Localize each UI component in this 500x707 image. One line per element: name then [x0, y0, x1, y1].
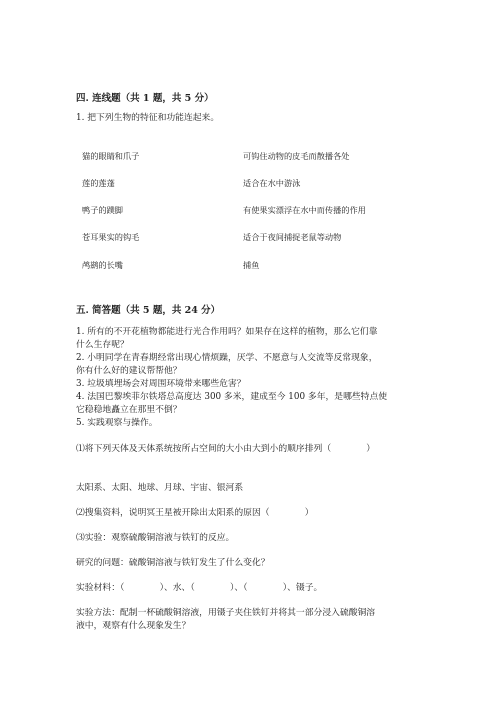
q4-line2: 它稳稳地矗立在那里不倒？	[76, 405, 182, 415]
match-right-5: 捕鱼	[243, 260, 260, 270]
q1-line2: 什么生存呢？	[76, 340, 129, 350]
part3-materials: 实验材料：（ ）、水、（ ）、（ ）、镊子。	[76, 583, 323, 593]
q4-line1: 4. 法国巴黎埃菲尔铁塔总高度达 300 多米，建成至今 100 多年，是哪些特点使	[76, 392, 388, 402]
part3-question: 研究的问题：硫酸铜溶液与铁钉发生了什么变化？	[76, 558, 270, 568]
match-right-4: 适合于夜间捕捉老鼠等动物	[243, 232, 342, 242]
section4-heading: 四. 连线题（共 1 题，共 5 分）	[76, 93, 214, 104]
match-left-4: 苍耳果实的钩毛	[82, 232, 140, 242]
section4-question: 1. 把下列生物的特征和功能连起来。	[76, 113, 220, 123]
q2-line2: 你有什么好的建议帮帮他？	[76, 366, 182, 376]
match-right-2: 适合在水中游泳	[243, 178, 301, 188]
section5-heading: 五. 简答题（共 5 题，共 24 分）	[76, 305, 221, 316]
part3-method-line1: 实验方法：配制一杯硫酸铜溶液，用镊子夹住铁钉并将其一部分浸入硫酸铜溶	[76, 608, 376, 618]
match-right-3: 有使果实漂浮在水中而传播的作用	[243, 205, 366, 215]
match-left-3: 鸭子的蹼脚	[82, 205, 123, 215]
match-right-1: 可钩住动物的皮毛而散播各处	[243, 151, 350, 161]
part1-prompt: ⑴将下列天体及天体系统按所占空间的大小由大到小的顺序排列（ ）	[76, 444, 376, 454]
part1-items: 太阳系、太阳、地球、月球、宇宙、银河系	[76, 483, 244, 493]
part3-prompt: ⑶实验：观察硫酸铜溶液与铁钉的反应。	[76, 533, 235, 543]
match-left-2: 莲的莲蓬	[82, 178, 115, 188]
q1-line1: 1. 所有的不开花植物都能进行光合作用吗？如果存在这样的植物，那么它们靠	[76, 327, 378, 337]
q3-line: 3. 垃圾填埋场会对周围环境带来哪些危害？	[76, 379, 246, 389]
match-left-1: 猫的眼睛和爪子	[82, 151, 140, 161]
part2-prompt: ⑵搜集资料，说明冥王星被开除出太阳系的原因（ ）	[76, 508, 314, 518]
q5-line: 5. 实践观察与操作。	[76, 418, 158, 428]
q2-line1: 2. 小明同学在青春期经常出现心情烦躁，厌学、不愿意与人交流等反常现象，	[76, 353, 378, 363]
match-left-5: 鸬鹚的长嘴	[82, 260, 123, 270]
part3-method-line2: 液中，观察有什么现象发生？	[76, 621, 191, 631]
